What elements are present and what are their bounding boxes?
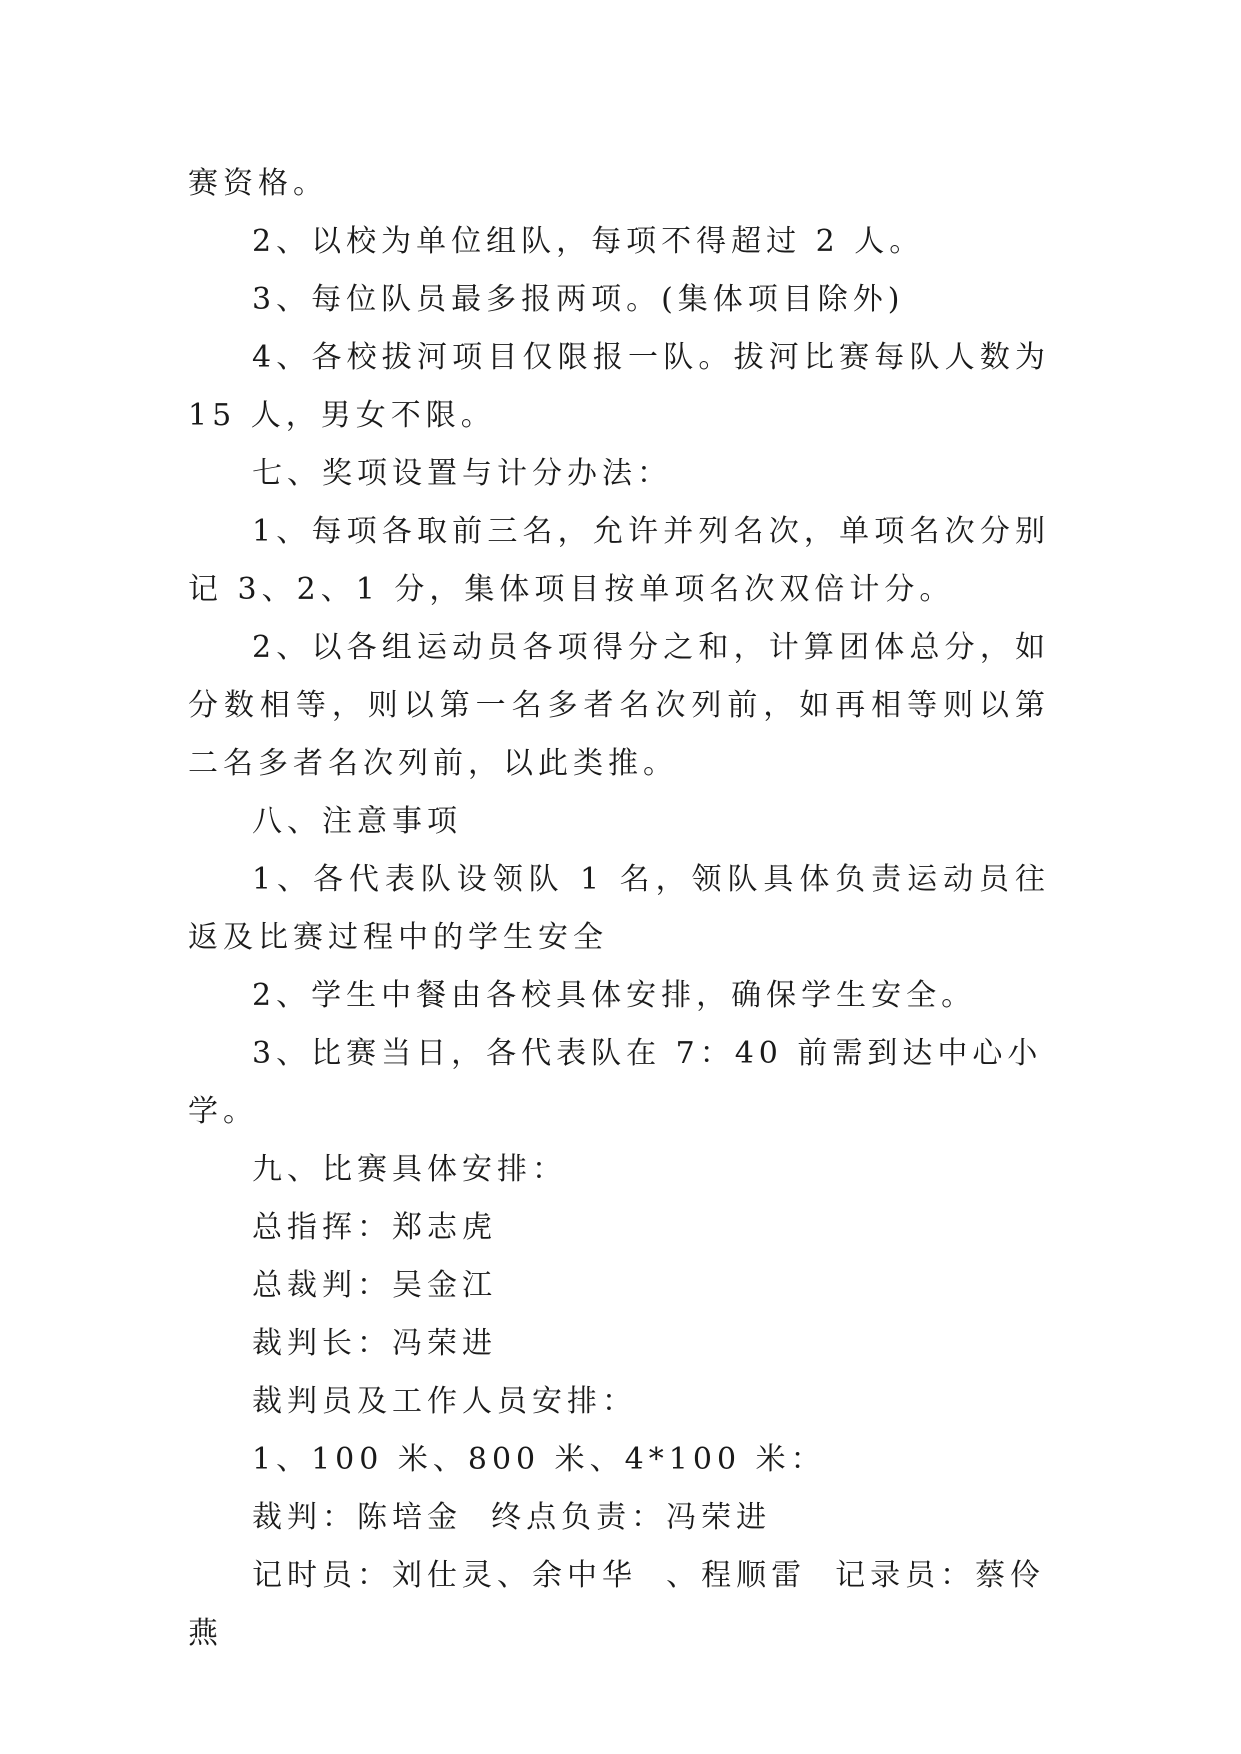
event-group-1: 1、100 米、800 米、4*100 米： <box>252 1442 826 1477</box>
paragraph-rule-3: 3、每位队员最多报两项。(集体项目除外) <box>252 282 905 317</box>
paragraph-award-1: 1、每项各取前三名，允许并列名次，单项名次分别记 3、2、1 分，集体项目按单项名次双倍计分。 <box>188 514 1050 607</box>
paragraph-rule-2: 2、以校为单位组队，每项不得超过 2 人。 <box>252 224 925 259</box>
section-heading-9: 九、比赛具体安排： <box>252 1152 567 1187</box>
paragraph-notice-1: 1、各代表队设领队 1 名，领队具体负责运动员往返及比赛过程中的学生安全 <box>188 862 1050 955</box>
head-referee-line: 裁判长：冯荣进 <box>252 1326 497 1361</box>
timekeepers-recorder-line: 记时员：刘仕灵、余中华 、程顺雷 记录员：蔡伶燕 <box>188 1558 1046 1651</box>
referee-finish-line: 裁判：陈培金 终点负责：冯荣进 <box>252 1500 772 1535</box>
paragraph-continuation: 赛资格。 <box>188 166 328 201</box>
section-heading-7: 七、奖项设置与计分办法： <box>252 456 672 491</box>
paragraph-rule-4: 4、各校拔河项目仅限报一队。拔河比赛每队人数为 15 人，男女不限。 <box>188 340 1065 433</box>
section-heading-8: 八、注意事项 <box>252 804 462 839</box>
document-body <box>188 155 1065 1663</box>
paragraph-notice-2: 2、学生中餐由各校具体安排，确保学生安全。 <box>252 978 977 1013</box>
paragraph-notice-3: 3、比赛当日，各代表队在 7：40 前需到达中心小学。 <box>188 1036 1043 1129</box>
chief-commander-line: 总指挥：郑志虎 <box>252 1210 497 1245</box>
paragraph-award-2: 2、以各组运动员各项得分之和，计算团体总分，如分数相等，则以第一名多者名次列前，如再相等则以第二名多者名次列前，以此类推。 <box>188 630 1050 781</box>
staff-arrangement-heading: 裁判员及工作人员安排： <box>252 1384 637 1419</box>
chief-referee-line: 总裁判：吴金江 <box>252 1268 497 1303</box>
